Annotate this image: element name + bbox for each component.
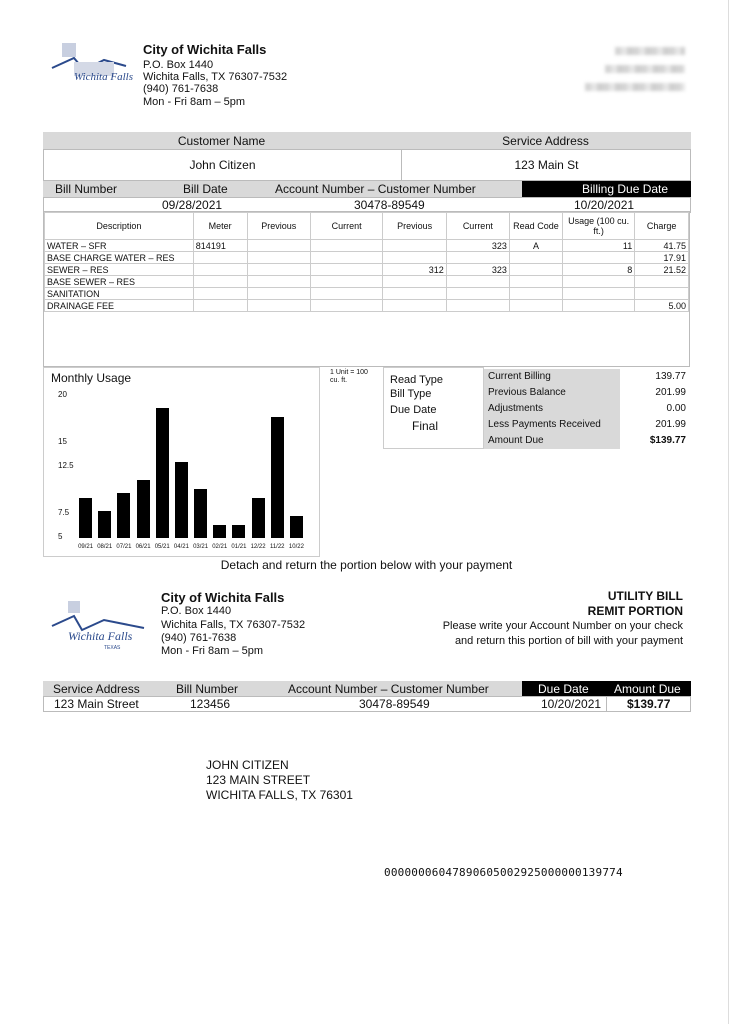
col-previous-read: Previous (383, 213, 446, 240)
usage-x-label: 07/21 (116, 544, 132, 550)
bill-number-label: Bill Number (55, 182, 118, 196)
summary-row (484, 401, 690, 417)
line-items-box (43, 211, 690, 367)
line-item-meter (193, 300, 247, 312)
units-note: 1 Unit = 100 cu. ft. (330, 369, 368, 384)
line-item-prev-read (383, 240, 446, 252)
line-item-curr-read: 323 (446, 240, 509, 252)
col-current-date: Current (310, 213, 382, 240)
mailing-name: JOHN CITIZEN (206, 758, 289, 772)
line-item-prev-date (247, 288, 310, 300)
bill-date: 09/28/2021 (162, 198, 223, 212)
bill-info-header-bar (43, 181, 522, 197)
remit-col-bill-number: Bill Number (176, 682, 239, 696)
remit-amount-due: $139.77 (627, 697, 671, 711)
ocr-scanline: 00000006047890605002925000000139774 (384, 866, 623, 879)
line-item-meter (193, 288, 247, 300)
mailing-city: WICHITA FALLS, TX 76301 (206, 788, 353, 802)
summary-row (484, 417, 690, 433)
remit-col-due-date: Due Date (538, 682, 589, 696)
line-item-code (509, 264, 562, 276)
line-item-charge (635, 276, 689, 288)
remit-values-row (43, 696, 691, 712)
line-item-code (509, 252, 562, 264)
remit-address-line2: Wichita Falls, TX 76307-7532 (161, 619, 306, 631)
summary-label: Current Billing (484, 369, 620, 385)
usage-bar (194, 489, 207, 538)
service-address: 123 Main St (514, 158, 579, 172)
usage-chart-title: Monthly Usage (51, 371, 132, 385)
line-item-prev-read (383, 288, 446, 300)
col-description: Description (45, 213, 194, 240)
city-hours: Mon - Fri 8am – 5pm (143, 96, 246, 108)
line-item-curr-date (310, 252, 382, 264)
usage-bar (79, 498, 92, 538)
customer-header-bar (43, 132, 691, 149)
usage-bar (156, 408, 169, 538)
remit-hours: Mon - Fri 8am – 5pm (161, 645, 264, 657)
city-name: City of Wichita Falls (143, 42, 267, 57)
summary-label: Adjustments (484, 401, 620, 417)
col-meter: Meter (193, 213, 247, 240)
line-item-charge (635, 288, 689, 300)
usage-x-label: 01/21 (231, 544, 247, 550)
summary-value: 201.99 (655, 387, 686, 398)
read-bill-info (383, 367, 484, 449)
billing-due-date: 10/20/2021 (574, 198, 635, 212)
summary-row (484, 385, 690, 401)
remit-due-date: 10/20/2021 (541, 697, 602, 711)
usage-bar (175, 462, 188, 538)
line-item-row (45, 240, 689, 252)
line-item-curr-date (310, 276, 382, 288)
remit-account-number: 30478-89549 (359, 697, 430, 711)
usage-bar (117, 493, 130, 538)
remit-col-amount-due: Amount Due (614, 682, 681, 696)
usage-x-label: 11/22 (269, 544, 285, 550)
customer-name-label: Customer Name (177, 134, 266, 148)
svg-text:TEXAS: TEXAS (104, 645, 121, 651)
line-item-row (45, 288, 689, 300)
line-item-description: SEWER – RES (45, 264, 194, 276)
line-item-usage (563, 288, 635, 300)
remit-col-account-number: Account Number – Customer Number (288, 682, 489, 696)
account-number: 30478-89549 (354, 198, 425, 212)
usage-bar (271, 417, 284, 538)
mailing-street: 123 MAIN STREET (206, 773, 311, 787)
usage-bar (213, 525, 226, 538)
billing-due-date-label: Billing Due Date (582, 182, 669, 196)
line-item-prev-read (383, 300, 446, 312)
y-tick-7-5: 7.5 (58, 508, 70, 517)
col-previous-date: Previous (247, 213, 310, 240)
usage-chart-box (43, 367, 320, 557)
city-phone: (940) 761-7638 (143, 83, 219, 95)
remit-city-logo (48, 598, 148, 653)
read-type-label: Read Type (390, 374, 444, 386)
line-item-code (509, 300, 562, 312)
line-item-curr-read: 323 (446, 264, 509, 276)
summary-label: Previous Balance (484, 385, 620, 401)
remit-address-line1: P.O. Box 1440 (161, 605, 232, 617)
usage-plot-area (76, 390, 306, 538)
final-label: Final (412, 419, 439, 433)
line-item-meter (193, 252, 247, 264)
line-item-description: SANITATION (45, 288, 194, 300)
col-charge: Charge (635, 213, 689, 240)
col-read-code: Read Code (509, 213, 562, 240)
remit-instruction-1: Please write your Account Number on your check (442, 620, 683, 632)
line-item-curr-date (310, 240, 382, 252)
due-date-label: Due Date (390, 404, 437, 416)
line-item-usage (563, 300, 635, 312)
summary-row (484, 433, 690, 449)
line-item-usage (563, 276, 635, 288)
line-item-prev-date (247, 300, 310, 312)
remit-header-black (522, 681, 691, 696)
line-item-code (509, 288, 562, 300)
usage-x-label: 09/21 (78, 544, 94, 550)
usage-bar (290, 516, 303, 538)
line-item-row (45, 276, 689, 288)
usage-bar (137, 480, 150, 538)
summary-value: 0.00 (666, 403, 686, 414)
line-item-prev-date (247, 264, 310, 276)
detach-text: Detach and return the portion below with your payment (220, 558, 513, 572)
bill-date-label: Bill Date (183, 182, 228, 196)
mailing-address (206, 758, 353, 803)
line-item-meter (193, 264, 247, 276)
line-item-prev-read: 312 (383, 264, 446, 276)
line-items-header-row (45, 213, 689, 240)
usage-x-label: 12/22 (250, 544, 266, 550)
usage-x-label: 08/21 (97, 544, 113, 550)
line-item-prev-read (383, 276, 446, 288)
summary-label: Amount Due (484, 433, 620, 449)
customer-name: John Citizen (189, 158, 256, 172)
summary-row (484, 369, 690, 385)
line-item-usage: 11 (563, 240, 635, 252)
line-item-code (509, 276, 562, 288)
line-item-prev-date (247, 276, 310, 288)
remit-bill-number: 123456 (190, 697, 231, 711)
customer-row (43, 149, 691, 181)
usage-x-axis (76, 544, 306, 554)
svg-text:Wichita Falls: Wichita Falls (74, 71, 133, 83)
bill-type-label: Bill Type (390, 388, 432, 400)
summary-label: Less Payments Received (484, 417, 620, 433)
usage-y-axis (58, 390, 72, 540)
usage-bar (232, 525, 245, 538)
remit-instruction-2: and return this portion of bill with your payment (454, 635, 683, 647)
remit-title-1: UTILITY BILL (607, 589, 683, 603)
line-item-curr-read (446, 252, 509, 264)
line-item-curr-date (310, 300, 382, 312)
usage-x-label: 06/21 (135, 544, 151, 550)
line-item-meter (193, 276, 247, 288)
city-address-line1: P.O. Box 1440 (143, 59, 214, 71)
line-item-curr-read (446, 276, 509, 288)
y-tick-12-5: 12.5 (58, 461, 74, 470)
line-items-table (44, 212, 689, 312)
usage-bar (98, 511, 111, 538)
line-item-usage (563, 252, 635, 264)
remit-header-bar (43, 681, 522, 696)
usage-x-label: 04/21 (173, 544, 189, 550)
account-number-label: Account Number – Customer Number (275, 182, 476, 196)
col-current-read: Current (446, 213, 509, 240)
y-tick-15: 15 (58, 437, 67, 446)
line-item-description: WATER – SFR (45, 240, 194, 252)
svg-text:Wichita Falls: Wichita Falls (68, 629, 133, 643)
usage-x-label: 10/22 (288, 544, 304, 550)
remit-col-service-address: Service Address (53, 682, 140, 696)
billing-due-date-header (522, 181, 691, 197)
line-item-code: A (509, 240, 562, 252)
line-item-description: BASE CHARGE WATER – RES (45, 252, 194, 264)
line-item-usage: 8 (563, 264, 635, 276)
line-item-prev-read (383, 252, 446, 264)
line-item-prev-date (247, 252, 310, 264)
line-item-charge: 21.52 (635, 264, 689, 276)
line-item-prev-date (247, 240, 310, 252)
line-item-curr-read (446, 300, 509, 312)
redacted-top-right (585, 42, 685, 88)
y-tick-20: 20 (58, 390, 67, 399)
usage-x-label: 03/21 (193, 544, 209, 550)
usage-x-label: 02/21 (212, 544, 228, 550)
line-item-row (45, 252, 689, 264)
summary-value: 139.77 (655, 371, 686, 382)
service-address-label: Service Address (502, 134, 589, 148)
line-item-curr-date (310, 264, 382, 276)
line-item-description: DRAINAGE FEE (45, 300, 194, 312)
summary-box (484, 369, 690, 449)
line-item-charge: 41.75 (635, 240, 689, 252)
remit-city-name: City of Wichita Falls (161, 590, 285, 605)
city-address-line2: Wichita Falls, TX 76307-7532 (143, 71, 288, 83)
remit-service-address: 123 Main Street (54, 697, 139, 711)
line-item-row (45, 300, 689, 312)
remit-title-2: REMIT PORTION (587, 604, 683, 618)
line-item-meter: 814191 (193, 240, 247, 252)
summary-value: 201.99 (655, 419, 686, 430)
line-item-charge: 5.00 (635, 300, 689, 312)
usage-bar (252, 498, 265, 538)
usage-x-label: 05/21 (154, 544, 170, 550)
line-item-row (45, 264, 689, 276)
line-item-description: BASE SEWER – RES (45, 276, 194, 288)
remit-phone: (940) 761-7638 (161, 632, 237, 644)
summary-value: $139.77 (649, 435, 686, 446)
col-usage: Usage (100 cu. ft.) (563, 213, 635, 240)
line-item-curr-read (446, 288, 509, 300)
line-item-charge: 17.91 (635, 252, 689, 264)
y-tick-5: 5 (58, 532, 63, 541)
line-item-curr-date (310, 288, 382, 300)
city-logo (44, 38, 134, 93)
